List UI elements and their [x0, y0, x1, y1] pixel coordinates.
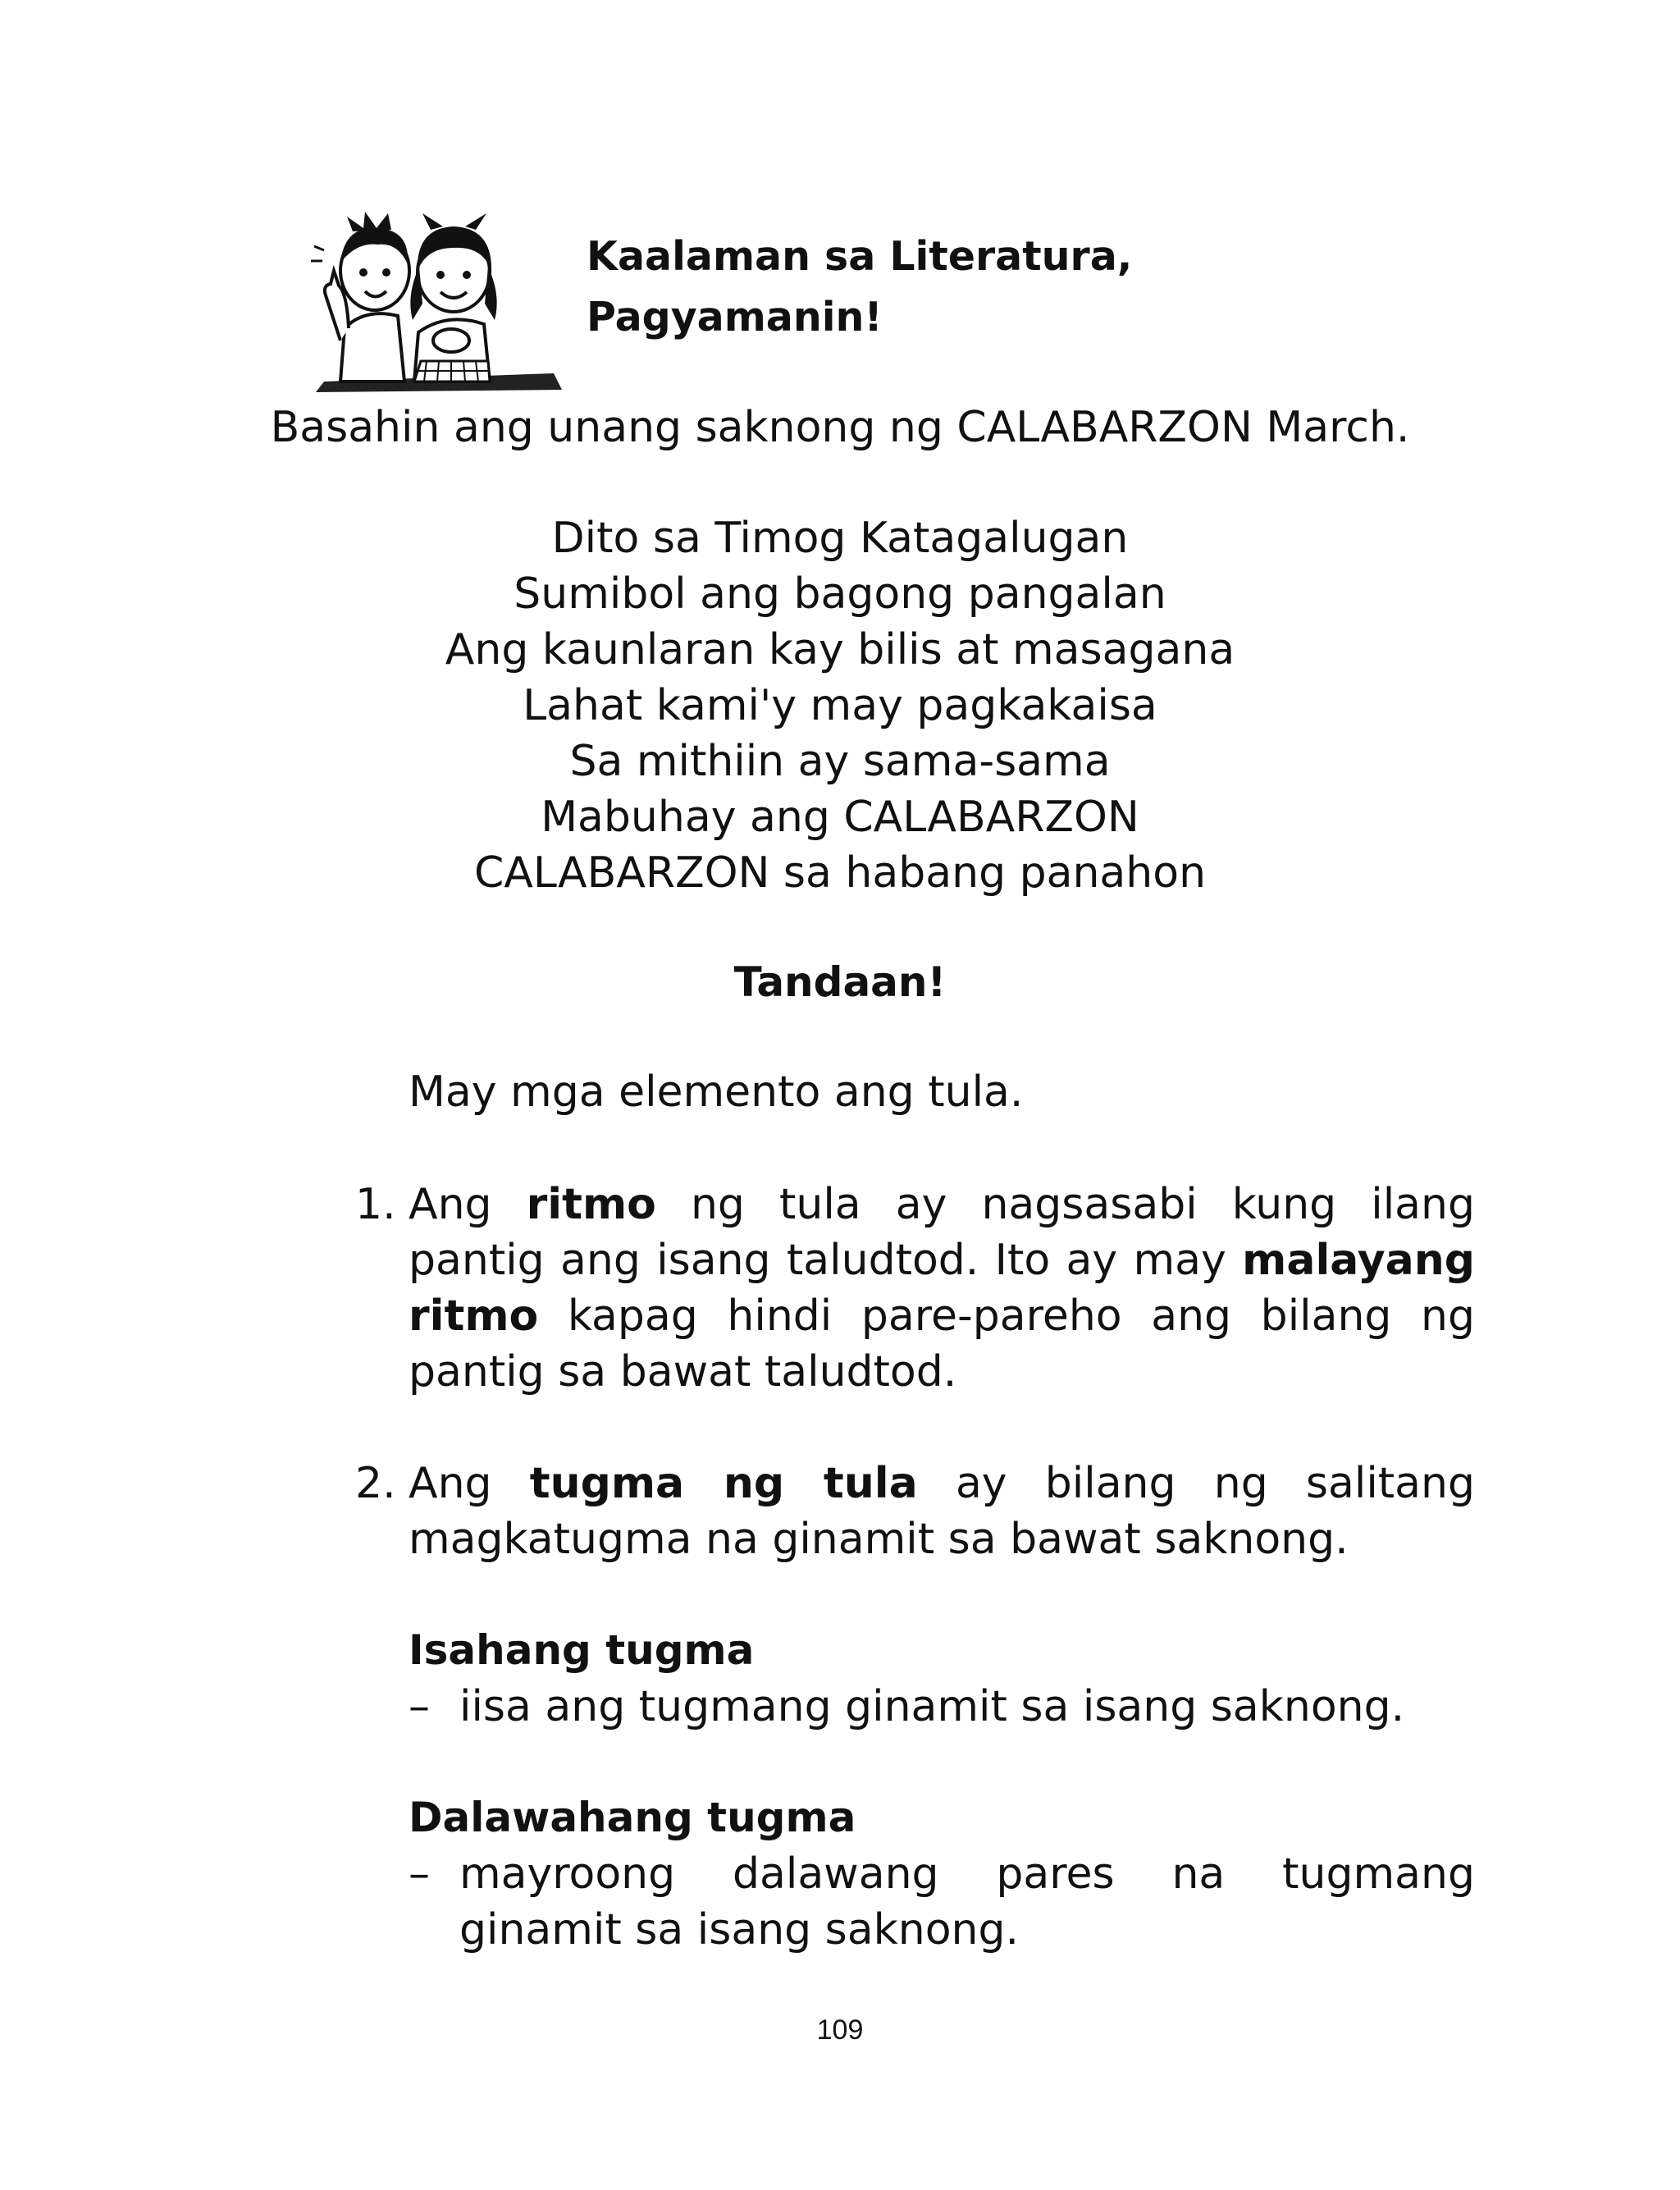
definition-dalawahang-tugma [409, 1846, 1475, 1958]
poem-line: Ang kaunlaran kay bilis at masagana [445, 625, 1235, 674]
page-number: 109 [816, 2014, 864, 2046]
intro-text: May mga elemento ang tula. [409, 1068, 1024, 1117]
definition-isahang-tugma [409, 1679, 1475, 1735]
item-text: Ang [409, 1180, 527, 1229]
poem-stanza [0, 510, 1680, 901]
item-text: Ang [409, 1459, 530, 1508]
poem-line: Mabuhay ang CALABARZON [541, 793, 1139, 842]
list-item-number: 1. [355, 1180, 396, 1229]
poem-line: Lahat kami'y may pagkakaisa [523, 681, 1157, 730]
definition-text: mayroong dalawang pares na tugmang ginamit sa isang saknong. [459, 1849, 1475, 1955]
item-text: kapag hindi pare-pareho ang bilang ng pantig sa bawat taludtod. [409, 1292, 1475, 1397]
subheading-isahang-tugma: Isahang tugma [409, 1626, 755, 1674]
dash-marker: – [409, 1682, 430, 1731]
item-text: ay bilang ng salitang magkatugma na ginamit sa bawat saknong. [409, 1459, 1475, 1564]
list-item-number: 2. [355, 1459, 396, 1508]
tandaan-heading: Tandaan! [733, 958, 947, 1006]
poem-line: CALABARZON sa habang panahon [473, 848, 1207, 898]
subheading-dalawahang-tugma: Dalawahang tugma [409, 1794, 856, 1841]
item-bold-term: malayang ritmo [409, 1236, 1475, 1341]
heading-line-2: Pagyamanin! [587, 294, 883, 341]
item-bold-term: ritmo [526, 1180, 656, 1229]
item-bold-term: tugma ng tula [529, 1459, 918, 1508]
dash-marker: – [409, 1849, 430, 1899]
heading-line-1: Kaalaman sa Literatura, [587, 233, 1133, 280]
list-item-tugma [355, 1456, 1475, 1567]
list-item-ritmo [355, 1177, 1475, 1400]
page-heading [587, 226, 1132, 348]
poem-line: Dito sa Timog Katagalugan [551, 514, 1129, 563]
poem-line: Sumibol ang bagong pangalan [514, 569, 1166, 619]
poem-line: Sa mithiin ay sama-sama [569, 737, 1111, 786]
children-illustration-icon [308, 205, 570, 394]
definition-text: iisa ang tugmang ginamit sa isang saknong. [459, 1682, 1405, 1731]
instruction-text: Basahin ang unang saknong ng CALABARZON March. [270, 403, 1410, 452]
item-text: ng tula ay nagsasabi kung ilang pantig ang isang taludtod. Ito ay may [409, 1180, 1475, 1285]
